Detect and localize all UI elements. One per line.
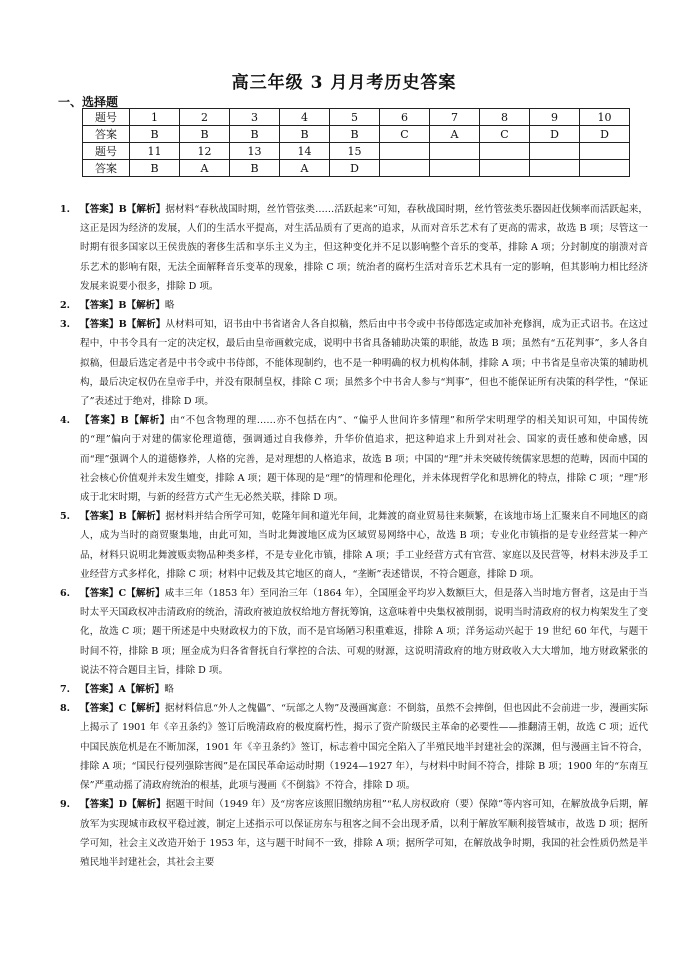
table-row (83, 160, 630, 177)
explanation-text: 咸丰三年（1853 年）至同治三年（1864 年），全国厘金平均岁入数额巨大，但是落入当时地方督者，这是由于当时太平天国政权冲击清政府的统治，清政府被迫放权给地方督抚筹饷，这意味着中央集权被削弱，说明当时清政府的权力构架发生了变化，故选 C 项；题干所述是中央财政权力的下放，而不是官场陋习积重难返，排除 A 项；洋务运动兴起于 19 世纪 60 年代，与题干时间不符，排除 B 项；厘金成为归各省督抚自行掌控的合法、可观的财源，这说明清政府的地方财政收入大大增加，地方财政紧张的说法不符合题目主旨，排除 D 项。 (80, 588, 649, 676)
table-cell (380, 160, 430, 177)
answer-tag: 【答案】 (80, 799, 119, 811)
answer-letter: C (118, 588, 127, 600)
table-cell: B (330, 126, 380, 143)
table-cell: 15 (330, 143, 380, 160)
table-cell: B (130, 126, 180, 143)
explanation-tag: 【解析】 (126, 300, 165, 312)
question-item (60, 680, 648, 699)
table-cell: D (580, 126, 630, 143)
answer-letter: A (118, 684, 126, 696)
section-heading: 一、选择题 (58, 95, 119, 109)
explanation-tag: 【解析】 (128, 415, 170, 427)
question-number: 3. (60, 319, 71, 331)
table-cell: 8 (480, 109, 530, 126)
page-title: 高三年级 3 月月考历史答案 (231, 73, 457, 93)
answer-letter: B (118, 300, 127, 312)
answer-tag: 【答案】 (80, 588, 119, 600)
explanation-tag: 【解析】 (126, 204, 166, 215)
explanation-text: 据材料“春秋战国时期，丝竹管弦类……活跃起来”可知，春秋战国时期，丝竹管弦类乐器因赶伐频率而活跃起来，这正是因为经济的发展，人们的生活水平提高，对生活品质有了更高的追求，从而对音乐艺术有了更高的需求，故选 B 项；尽管这一时期有很多国家以王侯贵族的奢侈生活和享乐主义为主，但这种变化并不足以影响整个音乐的变革，排除 A 项；分封制度的崩溃对音乐艺术的影响有限，无法全面解释音乐变革的现象，排除 C 项；统治者的腐朽生活对音乐艺术具有一定的影响，但其影响力相比经济发展来说要小很多，排除 D 项。 (80, 204, 649, 292)
table-cell: D (530, 126, 580, 143)
table-cell: 1 (130, 109, 180, 126)
answer-letter: B (118, 319, 127, 331)
table-cell: 6 (380, 109, 430, 126)
table-cell: 3 (230, 109, 280, 126)
table-cell (530, 160, 580, 177)
table-row (83, 126, 630, 143)
question-number: 8. (60, 703, 71, 715)
table-cell (380, 143, 430, 160)
explanation-tag: 【解析】 (127, 799, 166, 811)
table-cell: 9 (530, 109, 580, 126)
question-number: 5. (60, 511, 71, 523)
table-cell (530, 143, 580, 160)
explanation-text: 略 (164, 684, 174, 696)
explanation-tag: 【解析】 (126, 319, 166, 331)
question-item (60, 507, 648, 584)
table-cell: D (330, 160, 380, 177)
table-row (83, 143, 630, 160)
table-cell: A (430, 126, 480, 143)
answer-tag: 【答案】 (80, 300, 119, 312)
explanation-text: 由“不包含物理的理……亦不包括在内”、“偏乎人世间许多情理”和所学宋明理学的相关知识可知，中国传统的“理”偏向于对建的儒家伦理道德，强调通过自我修养，升华价值追求，把这种追求上升到对社会、国家的责任感和使命感，因而“理”强调个人的道德修养，人格的完善，是对理想的人格追求，故选 B 项；中国的“理”并未突破传统儒家思想的范畴，因而中国的社会核心价值观并未发生嬗变，排除 A 项；题干体现的是“理”的情理和伦理化，并未体现哲学化和思辨化的特点，排除 C 项；“理”形成于北宋时期，与新的经营方式产生无必然关联，排除 D 项。 (80, 415, 649, 504)
question-number: 1. (60, 204, 71, 215)
explanation-text: 从材料可知，诏书由中书省诸舍人各自拟稿，然后由中书令或中书侍郎选定或加补充修润，成为正式诏书。在这过程中，中书令具有一定的决定权，最后由皇帝画敕完成，说明中书省具备辅助决策的职能，故选 B 项；虽然有“五花判事”，多人各自拟稿，但最后选定者是中书令或中书侍郎，不能体现制约，也不是一种明确的权力机构体制，排除 A 项；中书省是皇帝决策的辅助机构，最后决定权仍在皇帝手中，并没有限制皇权，排除 C 项；虽然多个中书舍人参与“判事”，但也不能保证所有决策的科学性，“保证了”表述过于绝对，排除 D 项。 (80, 319, 649, 408)
answer-letter: B (120, 415, 129, 427)
answer-tag: 【答案】 (80, 511, 119, 523)
question-item (60, 795, 648, 872)
table-cell: 12 (180, 143, 230, 160)
table-cell: C (480, 126, 530, 143)
explanation-tag: 【解析】 (125, 684, 165, 696)
question-item (60, 411, 648, 507)
table-cell: 14 (280, 143, 330, 160)
table-cell: 10 (580, 109, 630, 126)
table-cell: 5 (330, 109, 380, 126)
table-cell: B (280, 126, 330, 143)
table-cell (430, 160, 480, 177)
explanation-tag: 【解析】 (126, 703, 165, 715)
explanation-tag: 【解析】 (126, 588, 165, 600)
question-item (60, 315, 648, 411)
table-cell (480, 160, 530, 177)
table-cell: B (230, 160, 280, 177)
explanation-text: 略 (164, 300, 175, 312)
table-cell: 11 (130, 143, 180, 160)
answer-tag: 【答案】 (80, 415, 121, 427)
question-number: 9. (60, 799, 71, 811)
table-cell: 2 (180, 109, 230, 126)
answer-table (82, 108, 630, 177)
question-number: 7. (60, 684, 71, 696)
explanation-text: 据题干时间（1949 年）及“房客应该照旧缴纳房租”“私人房权政府（要）保障”等内容可知，在解放战争后期，解放军为实现城市政权平稳过渡，制定上述指示可以保证房东与租客之间不会出现矛盾，以利于解放军顺利接管城市，故选 D 项；据所学可知，社会主义改造开始于 1953 年，这与题干时间不一致，排除 A 项；据所学可知，在解放战争时期，我国的社会性质仍然是半殖民地半封建社会，其社会主要 (80, 799, 649, 868)
question-item (60, 699, 648, 795)
question-explanations (60, 200, 648, 872)
answer-tag: 【答案】 (80, 703, 119, 715)
table-cell: B (130, 160, 180, 177)
table-cell: B (180, 126, 230, 143)
row-label: 答案 (83, 126, 130, 143)
row-label: 题号 (83, 109, 130, 126)
question-number: 2. (60, 300, 71, 312)
explanation-tag: 【解析】 (126, 511, 166, 523)
answer-letter: B (118, 204, 127, 215)
table-cell (580, 160, 630, 177)
answer-letter: C (118, 703, 127, 715)
question-number: 6. (60, 588, 71, 600)
table-cell: 13 (230, 143, 280, 160)
question-item (60, 296, 648, 315)
answer-tag: 【答案】 (80, 684, 119, 696)
table-cell: A (180, 160, 230, 177)
explanation-text: 据材料信息“外人之傀儡”、“玩部之人物”及漫画寓意：不倒翁，虽然不会摔倒，但也因此不会前进一步，漫画实际上揭示了 1901 年《辛丑条约》签订后晚清政府的极度腐朽性，揭示了资产阶级民主革命的必要性——推翻清王朝，故选 C 项；近代中国民族危机是在不断加深，1901 年《辛丑条约》签订，标志着中国完全陷入了半殖民地半封建社会的深渊，但与漫画主旨不符合，排除 A 项；“国民行侵列强除害阀”是在国民革命运动时期（1924—1927 年），与材料中时间不符合，排除 B 项；1900 年的“东南互保”严重动摇了清政府统治的根基，此项与漫画《不倒翁》不符合，排除 D 项。 (80, 703, 649, 792)
table-cell (580, 143, 630, 160)
table-cell: 4 (280, 109, 330, 126)
table-cell (480, 143, 530, 160)
table-cell: B (230, 126, 280, 143)
table-cell: A (280, 160, 330, 177)
answer-tag: 【答案】 (80, 204, 119, 215)
answer-letter: B (118, 511, 127, 523)
question-item (60, 200, 648, 296)
question-number: 4. (60, 415, 71, 427)
answer-letter: D (118, 799, 127, 811)
table-cell (430, 143, 480, 160)
explanation-text: 据材料并结合所学可知，乾隆年间和道光年间，北舞渡的商业贸易往来频繁，在该地市场上汇聚来自不同地区的商人，成为当时的商贸聚集地，由此可知，当时北舞渡地区成为区域贸易网络中心，故选 B 项；专业化市镇指的是专业经营某一种产品，材料只说明北舞渡贩卖物品种类多样，不是专业化市镇，排除 A 项；手工业经营方式有官营、家庭以及民营等，材料未涉及手工业经营方式多样化，排除 C 项；材料中记载及其它地区的商人，“垄断”表述错误，不符合题意，排除 D 项。 (80, 511, 649, 580)
table-row (83, 109, 630, 126)
answer-tag: 【答案】 (80, 319, 119, 331)
question-item (60, 584, 648, 680)
table-cell: C (380, 126, 430, 143)
table-cell: 7 (430, 109, 480, 126)
row-label: 答案 (83, 160, 130, 177)
row-label: 题号 (83, 143, 130, 160)
